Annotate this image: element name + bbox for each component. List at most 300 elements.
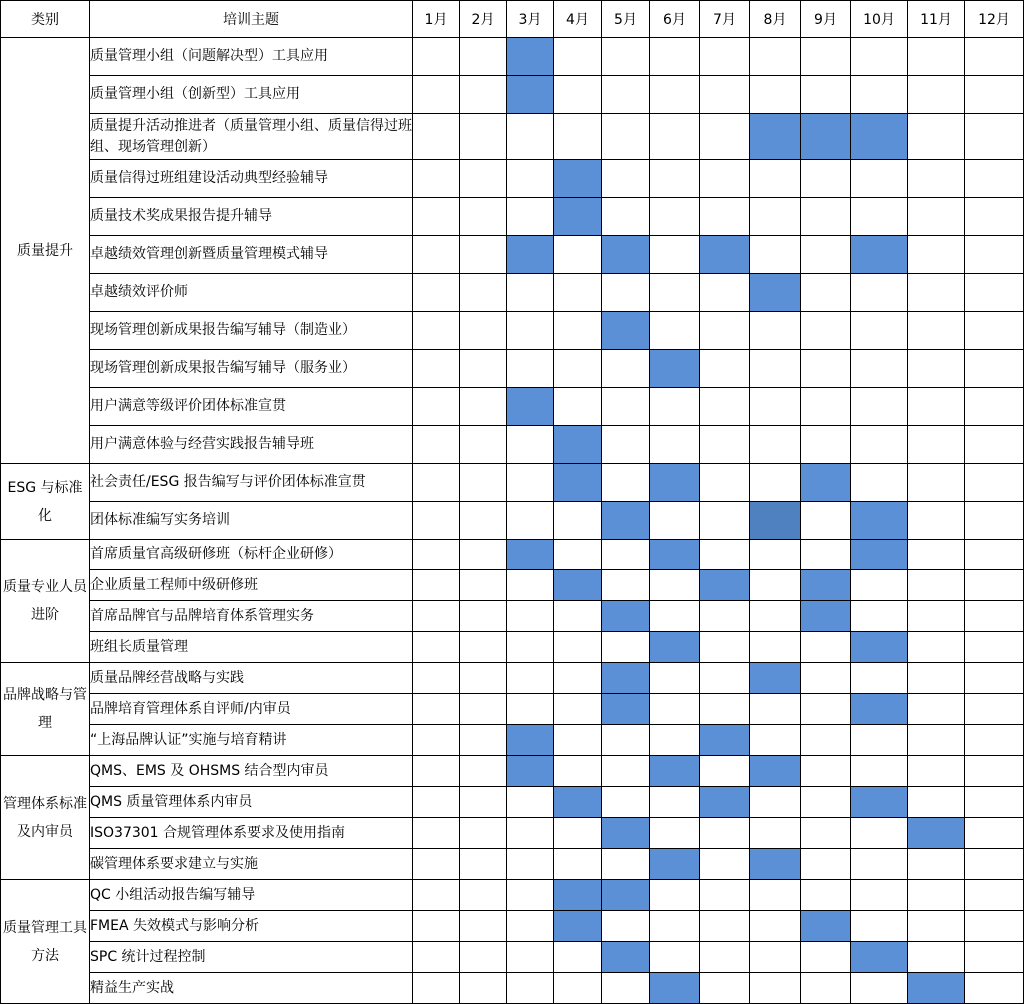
month-cell	[700, 426, 750, 464]
topic-cell: 质量技术奖成果报告提升辅导	[90, 198, 413, 236]
month-cell	[507, 464, 554, 502]
month-cell	[413, 663, 460, 694]
month-cell	[554, 540, 602, 570]
month-cell-scheduled	[602, 312, 650, 350]
table-row	[1, 632, 1024, 663]
month-cell	[554, 274, 602, 312]
month-cell	[908, 787, 965, 818]
topic-cell: 用户满意等级评价团体标准宣贯	[90, 388, 413, 426]
table-row	[1, 502, 1024, 540]
table-row	[1, 540, 1024, 570]
month-cell	[750, 464, 801, 502]
month-cell	[602, 787, 650, 818]
table-row	[1, 973, 1024, 1004]
month-cell	[750, 350, 801, 388]
month-cell	[554, 818, 602, 849]
month-cell	[413, 756, 460, 787]
month-cell	[413, 725, 460, 756]
month-cell	[413, 38, 460, 76]
month-cell	[851, 570, 908, 601]
category-cell: 品牌战略与管理	[1, 663, 90, 756]
month-cell	[700, 274, 750, 312]
month-cell	[554, 973, 602, 1004]
month-cell	[700, 502, 750, 540]
month-cell	[700, 942, 750, 973]
month-cell	[602, 540, 650, 570]
month-cell	[700, 388, 750, 426]
month-cell	[460, 114, 507, 160]
month-cell	[908, 911, 965, 942]
month-cell	[700, 694, 750, 725]
month-cell	[413, 502, 460, 540]
month-cell	[700, 849, 750, 880]
month-cell	[554, 350, 602, 388]
month-cell	[801, 880, 851, 911]
month-cell	[908, 426, 965, 464]
month-cell-scheduled	[602, 236, 650, 274]
month-cell	[801, 502, 851, 540]
month-cell	[507, 663, 554, 694]
month-cell	[650, 911, 700, 942]
month-cell	[602, 464, 650, 502]
month-cell-scheduled	[507, 76, 554, 114]
month-cell-scheduled	[650, 756, 700, 787]
month-cell-scheduled	[554, 160, 602, 198]
month-cell	[908, 464, 965, 502]
month-cell	[413, 274, 460, 312]
month-cell	[750, 38, 801, 76]
month-cell	[460, 694, 507, 725]
month-cell	[965, 350, 1024, 388]
month-cell	[908, 540, 965, 570]
topic-cell: 品牌培育管理体系自评师/内审员	[90, 694, 413, 725]
table-row	[1, 570, 1024, 601]
month-cell	[602, 160, 650, 198]
topic-cell: 卓越绩效管理创新暨质量管理模式辅导	[90, 236, 413, 274]
month-cell	[413, 694, 460, 725]
month-cell	[851, 426, 908, 464]
month-cell-scheduled	[801, 114, 851, 160]
table-row	[1, 274, 1024, 312]
month-cell	[602, 426, 650, 464]
header-month: 2月	[460, 1, 507, 38]
month-cell	[908, 236, 965, 274]
schedule-body	[1, 38, 1024, 1004]
month-cell	[602, 849, 650, 880]
month-cell	[554, 694, 602, 725]
month-cell	[413, 540, 460, 570]
month-cell	[554, 942, 602, 973]
month-cell	[507, 849, 554, 880]
month-cell	[965, 502, 1024, 540]
month-cell	[801, 38, 851, 76]
topic-cell: 现场管理创新成果报告编写辅导（制造业）	[90, 312, 413, 350]
month-cell-scheduled	[650, 464, 700, 502]
month-cell-scheduled	[602, 942, 650, 973]
month-cell	[965, 663, 1024, 694]
month-cell-scheduled	[801, 911, 851, 942]
header-month: 7月	[700, 1, 750, 38]
month-cell	[460, 911, 507, 942]
topic-cell: SPC 统计过程控制	[90, 942, 413, 973]
month-cell	[507, 911, 554, 942]
month-cell	[413, 160, 460, 198]
month-cell	[413, 787, 460, 818]
topic-cell: 团体标准编写实务培训	[90, 502, 413, 540]
header-month: 3月	[507, 1, 554, 38]
month-cell-scheduled	[507, 236, 554, 274]
month-cell-scheduled	[750, 849, 801, 880]
month-cell	[700, 601, 750, 632]
category-cell: 质量提升	[1, 38, 90, 464]
month-cell	[965, 464, 1024, 502]
header-month: 10月	[851, 1, 908, 38]
month-cell	[413, 312, 460, 350]
month-cell	[460, 725, 507, 756]
month-cell-scheduled	[507, 38, 554, 76]
month-cell	[750, 601, 801, 632]
month-cell	[700, 818, 750, 849]
month-cell	[801, 849, 851, 880]
topic-cell: 质量提升活动推进者（质量管理小组、质量信得过班组、现场管理创新）	[90, 114, 413, 160]
month-cell-scheduled	[507, 540, 554, 570]
month-cell	[507, 426, 554, 464]
month-cell-scheduled	[554, 570, 602, 601]
month-cell	[507, 160, 554, 198]
month-cell-scheduled	[851, 236, 908, 274]
month-cell	[801, 76, 851, 114]
month-cell	[965, 160, 1024, 198]
month-cell	[750, 426, 801, 464]
month-cell-scheduled	[851, 540, 908, 570]
month-cell	[965, 694, 1024, 725]
topic-cell: QMS、EMS 及 OHSMS 结合型内审员	[90, 756, 413, 787]
header-month: 1月	[413, 1, 460, 38]
month-cell	[507, 942, 554, 973]
month-cell	[602, 756, 650, 787]
month-cell	[801, 973, 851, 1004]
month-cell	[413, 849, 460, 880]
month-cell	[908, 663, 965, 694]
month-cell	[460, 756, 507, 787]
topic-cell: 质量信得过班组建设活动典型经验辅导	[90, 160, 413, 198]
month-cell	[908, 601, 965, 632]
month-cell	[460, 38, 507, 76]
month-cell	[801, 632, 851, 663]
month-cell	[851, 312, 908, 350]
month-cell	[460, 601, 507, 632]
month-cell	[965, 114, 1024, 160]
month-cell	[460, 818, 507, 849]
month-cell	[507, 502, 554, 540]
month-cell	[801, 236, 851, 274]
table-row	[1, 426, 1024, 464]
month-cell-scheduled	[750, 756, 801, 787]
month-cell	[801, 942, 851, 973]
topic-cell: 精益生产实战	[90, 973, 413, 1004]
month-cell	[851, 818, 908, 849]
header-row	[1, 1, 1024, 38]
month-cell	[908, 725, 965, 756]
month-cell-scheduled	[602, 502, 650, 540]
month-cell	[965, 236, 1024, 274]
month-cell	[650, 694, 700, 725]
month-cell	[650, 818, 700, 849]
month-cell	[965, 274, 1024, 312]
month-cell	[413, 601, 460, 632]
month-cell	[413, 570, 460, 601]
month-cell	[413, 114, 460, 160]
month-cell	[851, 756, 908, 787]
header-month: 4月	[554, 1, 602, 38]
month-cell-scheduled	[554, 880, 602, 911]
table-row	[1, 942, 1024, 973]
month-cell	[801, 350, 851, 388]
month-cell	[554, 756, 602, 787]
topic-cell: FMEA 失效模式与影响分析	[90, 911, 413, 942]
month-cell	[965, 632, 1024, 663]
month-cell	[460, 312, 507, 350]
month-cell	[965, 849, 1024, 880]
month-cell	[801, 694, 851, 725]
header-month: 8月	[750, 1, 801, 38]
topic-cell: 首席品牌官与品牌培育体系管理实务	[90, 601, 413, 632]
month-cell	[602, 570, 650, 601]
table-row	[1, 694, 1024, 725]
month-cell-scheduled	[507, 756, 554, 787]
month-cell	[750, 694, 801, 725]
month-cell	[650, 160, 700, 198]
month-cell	[554, 388, 602, 426]
month-cell	[507, 114, 554, 160]
month-cell	[650, 725, 700, 756]
month-cell	[554, 663, 602, 694]
month-cell-scheduled	[700, 236, 750, 274]
month-cell	[460, 787, 507, 818]
topic-cell: 首席质量官高级研修班（标杆企业研修）	[90, 540, 413, 570]
month-cell	[413, 942, 460, 973]
month-cell	[554, 76, 602, 114]
month-cell	[602, 38, 650, 76]
month-cell	[851, 880, 908, 911]
month-cell	[700, 540, 750, 570]
month-cell	[965, 973, 1024, 1004]
header-topic: 培训主题	[90, 1, 413, 38]
table-row	[1, 880, 1024, 911]
month-cell	[750, 632, 801, 663]
month-cell	[851, 464, 908, 502]
month-cell	[801, 787, 851, 818]
month-cell	[554, 502, 602, 540]
month-cell	[554, 114, 602, 160]
month-cell	[851, 849, 908, 880]
table-row	[1, 160, 1024, 198]
month-cell	[602, 632, 650, 663]
topic-cell: “上海品牌认证”实施与培育精讲	[90, 725, 413, 756]
month-cell	[908, 274, 965, 312]
month-cell	[801, 274, 851, 312]
topic-cell: 班组长质量管理	[90, 632, 413, 663]
month-cell	[602, 973, 650, 1004]
month-cell	[413, 236, 460, 274]
table-row	[1, 114, 1024, 160]
month-cell	[650, 76, 700, 114]
month-cell-scheduled	[507, 388, 554, 426]
month-cell	[851, 601, 908, 632]
category-cell: ESG 与标准化	[1, 464, 90, 540]
month-cell	[700, 663, 750, 694]
month-cell	[413, 350, 460, 388]
month-cell-scheduled	[554, 426, 602, 464]
month-cell	[801, 540, 851, 570]
month-cell-scheduled	[554, 464, 602, 502]
month-cell	[908, 114, 965, 160]
month-cell	[750, 198, 801, 236]
month-cell	[460, 502, 507, 540]
month-cell	[700, 911, 750, 942]
month-cell	[507, 694, 554, 725]
month-cell-scheduled	[801, 570, 851, 601]
month-cell-scheduled	[851, 694, 908, 725]
topic-cell: 用户满意体验与经营实践报告辅导班	[90, 426, 413, 464]
month-cell-scheduled	[650, 849, 700, 880]
month-cell	[507, 601, 554, 632]
month-cell	[750, 236, 801, 274]
month-cell	[851, 76, 908, 114]
month-cell	[908, 198, 965, 236]
month-cell	[908, 694, 965, 725]
month-cell	[460, 663, 507, 694]
month-cell	[460, 570, 507, 601]
month-cell-scheduled	[602, 818, 650, 849]
month-cell	[965, 880, 1024, 911]
month-cell	[700, 198, 750, 236]
month-cell	[460, 274, 507, 312]
table-row	[1, 911, 1024, 942]
month-cell	[908, 570, 965, 601]
month-cell	[908, 632, 965, 663]
month-cell	[602, 388, 650, 426]
month-cell	[602, 725, 650, 756]
topic-cell: 质量品牌经营战略与实践	[90, 663, 413, 694]
month-cell	[700, 312, 750, 350]
month-cell	[460, 388, 507, 426]
month-cell-scheduled	[554, 787, 602, 818]
month-cell	[413, 911, 460, 942]
month-cell	[650, 312, 700, 350]
month-cell	[507, 787, 554, 818]
table-row	[1, 198, 1024, 236]
category-cell: 管理体系标准及内审员	[1, 756, 90, 880]
month-cell	[460, 160, 507, 198]
table-row	[1, 388, 1024, 426]
month-cell	[460, 76, 507, 114]
table-row	[1, 236, 1024, 274]
month-cell	[908, 502, 965, 540]
month-cell	[650, 663, 700, 694]
month-cell	[851, 973, 908, 1004]
table-row	[1, 818, 1024, 849]
month-cell	[801, 312, 851, 350]
month-cell	[460, 426, 507, 464]
header-month: 5月	[602, 1, 650, 38]
month-cell	[554, 849, 602, 880]
month-cell	[965, 198, 1024, 236]
month-cell	[700, 973, 750, 1004]
table-row	[1, 601, 1024, 632]
month-cell	[801, 426, 851, 464]
month-cell	[908, 756, 965, 787]
table-row	[1, 663, 1024, 694]
table-row	[1, 38, 1024, 76]
month-cell	[700, 880, 750, 911]
month-cell	[965, 725, 1024, 756]
month-cell-scheduled	[602, 880, 650, 911]
month-cell	[965, 388, 1024, 426]
category-cell: 质量专业人员进阶	[1, 540, 90, 663]
topic-cell: QC 小组活动报告编写辅导	[90, 880, 413, 911]
month-cell	[507, 312, 554, 350]
month-cell	[602, 911, 650, 942]
month-cell	[700, 464, 750, 502]
month-cell	[554, 632, 602, 663]
month-cell	[908, 350, 965, 388]
month-cell	[801, 818, 851, 849]
month-cell	[908, 312, 965, 350]
month-cell	[554, 601, 602, 632]
month-cell-scheduled	[851, 502, 908, 540]
month-cell-scheduled	[908, 818, 965, 849]
month-cell	[965, 942, 1024, 973]
month-cell	[507, 818, 554, 849]
month-cell	[460, 973, 507, 1004]
topic-cell: QMS 质量管理体系内审员	[90, 787, 413, 818]
month-cell	[851, 274, 908, 312]
month-cell-scheduled	[650, 350, 700, 388]
month-cell-scheduled	[801, 601, 851, 632]
month-cell	[460, 236, 507, 274]
month-cell	[650, 114, 700, 160]
month-cell	[750, 942, 801, 973]
month-cell	[460, 849, 507, 880]
month-cell	[650, 426, 700, 464]
table-row	[1, 76, 1024, 114]
month-cell	[700, 76, 750, 114]
month-cell-scheduled	[750, 502, 801, 540]
month-cell	[460, 942, 507, 973]
month-cell-scheduled	[750, 114, 801, 160]
month-cell	[554, 725, 602, 756]
table-row	[1, 725, 1024, 756]
month-cell	[413, 818, 460, 849]
month-cell-scheduled	[908, 973, 965, 1004]
month-cell-scheduled	[700, 787, 750, 818]
header-month: 6月	[650, 1, 700, 38]
month-cell	[908, 388, 965, 426]
month-cell	[507, 274, 554, 312]
month-cell	[851, 725, 908, 756]
month-cell	[801, 160, 851, 198]
month-cell	[908, 160, 965, 198]
category-cell: 质量管理工具方法	[1, 880, 90, 1004]
month-cell	[965, 426, 1024, 464]
month-cell	[460, 350, 507, 388]
month-cell	[650, 942, 700, 973]
month-cell	[650, 38, 700, 76]
month-cell-scheduled	[851, 787, 908, 818]
month-cell-scheduled	[851, 114, 908, 160]
header-month: 9月	[801, 1, 851, 38]
